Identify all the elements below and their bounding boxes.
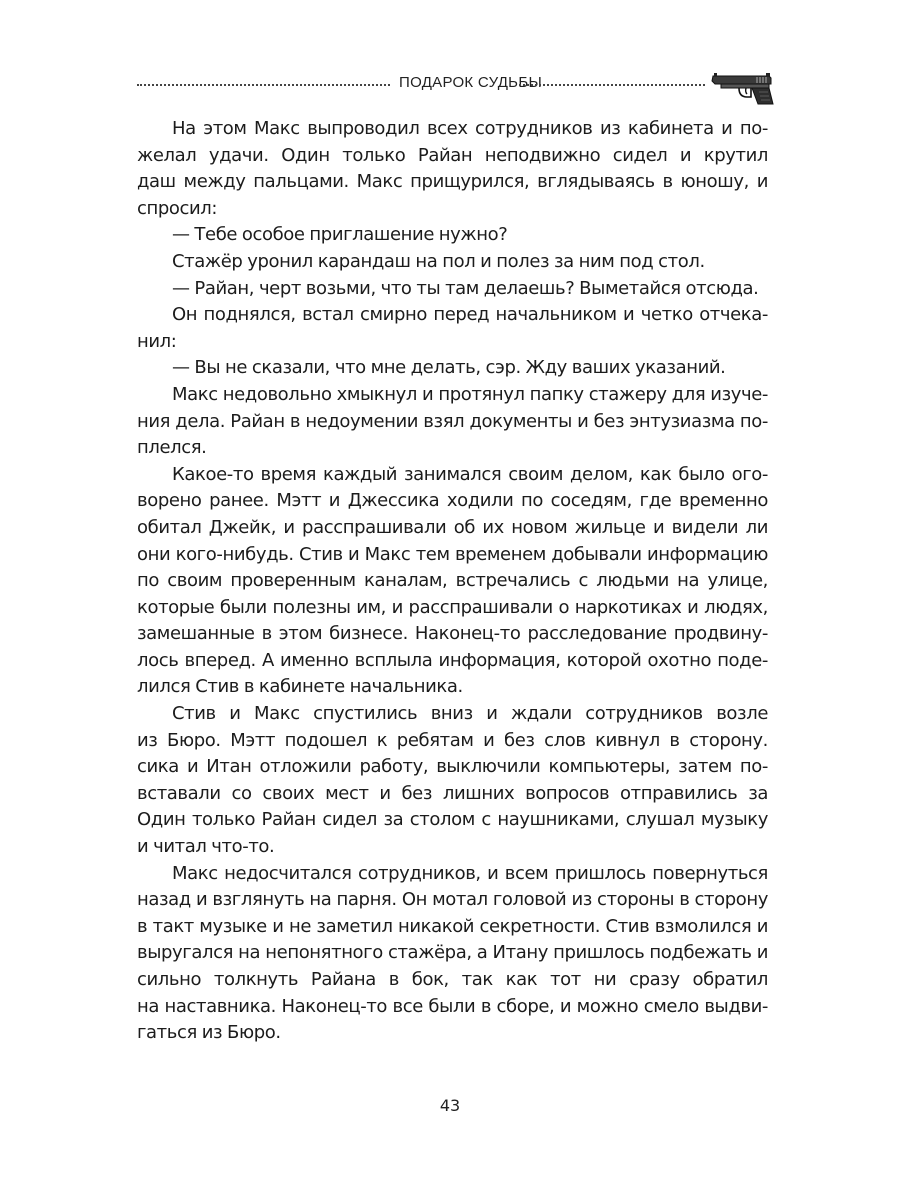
running-header [137, 70, 777, 110]
text-line: на наставника. Наконец-то все были в сборе, и можно смело выдви- [137, 995, 768, 1017]
text-line: плелся. [137, 437, 207, 459]
text-line: желал удачи. Один только Райан неподвижно сидел и крутил [137, 144, 768, 166]
text-line: обитал Джейк, и расспрашивали об их новом жильце и видели ли [137, 516, 768, 538]
text-line: они кого-нибудь. Стив и Макс тем временем добывали информацию [137, 543, 768, 565]
text-line: ния дела. Райан в недоумении взял документы и без энтузиазма по- [137, 410, 768, 432]
text-line: лось вперед. А именно всплыла информация, которой охотно поде- [137, 649, 768, 671]
body-text [137, 116, 768, 1047]
text-line: из Бюро. Мэтт подошел к ребятам и без слов кивнул в сторону. [137, 729, 768, 751]
text-line: На этом Макс выпроводил всех сотрудников из кабинета и по- [172, 118, 768, 139]
text-line: сика и Итан отложили работу, выключили компьютеры, затем по- [137, 756, 768, 778]
header-dotted-rule-right [519, 84, 705, 86]
text-line: Один только Райан сидел за столом с наушниками, слушал музыку [137, 809, 768, 831]
text-line: которые были полезны им, и расспрашивали о наркотиках и людях, [137, 596, 768, 618]
text-line: и читал что-то. [137, 836, 275, 858]
text-line: сильно толкнуть Райана в бок, так как тот ни сразу обратил [137, 969, 768, 990]
text-line: даш между пальцами. Макс прищурился, вглядываясь в юношу, и [137, 171, 768, 193]
text-line: Стажёр уронил карандаш на пол и полез за ним под стол. [172, 250, 705, 272]
header-title: ПОДАРОК СУДЬБЫ [399, 74, 543, 91]
page-number: 43 [439, 1096, 461, 1115]
text-line: Стив и Макс спустились вниз и ждали сотрудников возле [172, 703, 768, 725]
text-line: нил: [137, 330, 177, 352]
text-line: по своим проверенным каналам, встречались с людьми на улице, [137, 570, 768, 592]
text-line: в такт музыке и не заметил никакой секретности. Стив взмолился и [137, 915, 768, 937]
header-dotted-rule-left [137, 84, 390, 86]
text-line: Какое-то время каждый занимался своим делом, как было ого- [172, 463, 768, 485]
text-line: Он поднялся, встал смирно перед начальником и четко отчека- [172, 304, 768, 326]
text-line: — Тебе особое приглашение нужно? [172, 224, 508, 246]
text-line: — Райан, черт возьми, что ты там делаешь? Выметайся отсюда. [172, 277, 759, 299]
text-line: замешанные в этом бизнесе. Наконец-то расследование продвину- [137, 623, 768, 645]
text-line: вставали со своих мест и без лишних вопросов отправились за [137, 782, 768, 804]
text-line: ворено ранее. Мэтт и Джессика ходили по соседям, где временно [137, 490, 768, 512]
text-line: гаться из Бюро. [137, 1022, 281, 1044]
text-line: Макс недосчитался сотрудников, и всем пришлось повернуться [172, 862, 768, 884]
text-line: спросил: [137, 197, 218, 219]
text-line: выругался на непонятного стажёра, а Итану пришлось подбежать и [137, 942, 768, 964]
text-line: — Вы не сказали, что мне делать, сэр. Жду ваших указаний. [172, 357, 726, 379]
text-line: назад и взглянуть на парня. Он мотал головой из стороны в сторону [137, 889, 768, 911]
pistol-icon [709, 70, 775, 106]
text-line: лился Стив в кабинете начальника. [137, 676, 463, 698]
text-line: Макс недовольно хмыкнул и протянул папку стажеру для изуче- [172, 383, 768, 405]
